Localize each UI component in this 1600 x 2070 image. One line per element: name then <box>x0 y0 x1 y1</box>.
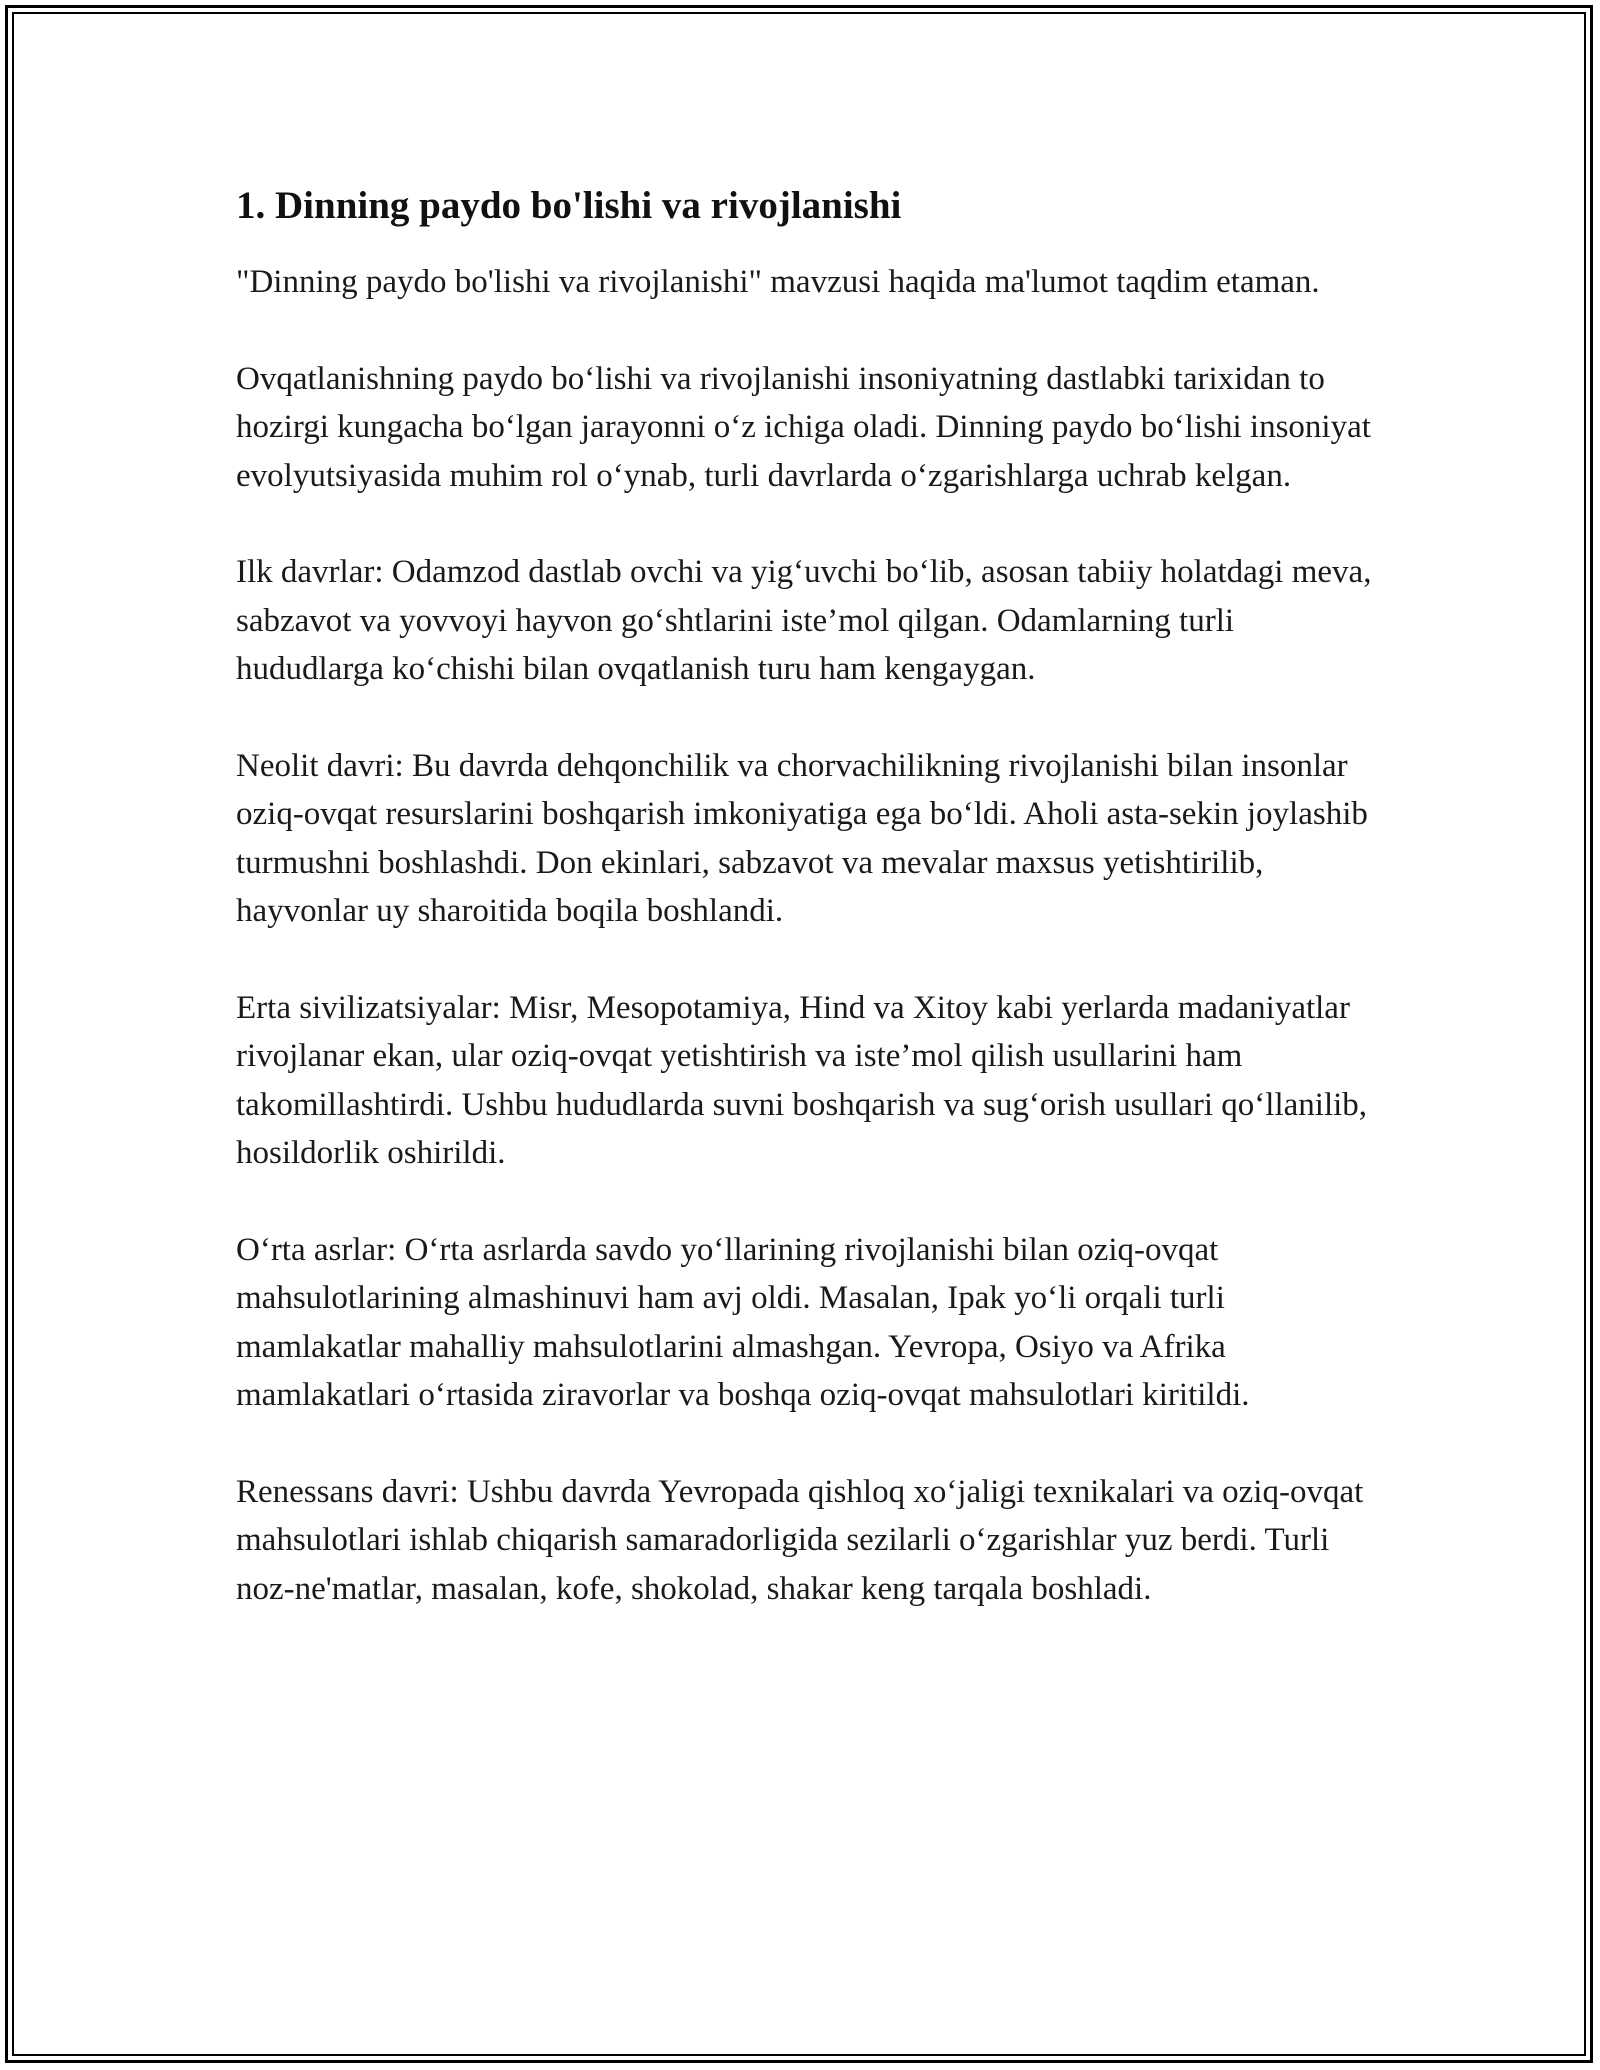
early-civilizations-paragraph: Erta sivilizatsiyalar: Misr, Mesopotamiya, Hind va Xitoy kabi yerlarda madaniyatlar rivojlanar ekan, ular oziq-ovqat yetishtirish va iste’mol qilish usullarini ham takomillashtirdi. Ushbu hududlarda suvni boshqarish va sug‘orish usullari qo‘llanilib, hosildorlik oshirildi. <box>236 989 1368 1171</box>
neolithic-paragraph: Neolit davri: Bu davrda dehqonchilik va chorvachilikning rivojlanishi bilan insonlar oziq-ovqat resurslarini boshqarish imkoniyatiga ega bo‘ldi. Aholi asta-sekin joylashib turmushni boshlashdi. Don ekinlari, sabzavot va mevalar maxsus yetishtirilib, hayvonlar uy sharoitida boqila boshlandi. <box>236 747 1368 929</box>
early-period-paragraph: Ilk davrlar: Odamzod dastlab ovchi va yig‘uvchi bo‘lib, asosan tabiiy holatdagi meva, sabzavot va yovvoyi hayvon go‘shtlarini iste’mol qilgan. Odamlarning turli hududlarga ko‘chishi bilan ovqatlanish turu ham kengaygan. <box>236 554 1372 687</box>
intro-paragraph: "Dinning paydo bo'lishi va rivojlanishi" mavzusi haqida ma'lumot taqdim etaman. <box>236 264 1320 300</box>
renaissance-paragraph: Renessans davri: Ushbu davrda Yevropada qishloq xo‘jaligi texnikalari va oziq-ovqat mahsulotlari ishlab chiqarish samaradorligida sezilarli o‘zgarishlar yuz berdi. Turli noz-ne'matlar, masalan, kofe, shokolad, shakar keng tarqala boshladi. <box>236 1473 1364 1607</box>
middle-ages-paragraph: O‘rta asrlar: O‘rta asrlarda savdo yo‘llarining rivojlanishi bilan oziq-ovqat mahsulotlarining almashinuvi ham avj oldi. Masalan, Ipak yo‘li orqali turli mamlakatlar mahalliy mahsulotlarini almashgan. Yevropa, Osiyo va Afrika mamlakatlari o‘rtasida ziravorlar va boshqa oziq-ovqat mahsulotlari kiritildi. <box>236 1231 1250 1413</box>
overview-paragraph: Ovqatlanishning paydo bo‘lishi va rivojlanishi insoniyatning dastlabki tarixidan to hozirgi kungacha bo‘lgan jarayonni o‘z ichiga oladi. Dinning paydo bo‘lishi insoniyat evolyutsiyasida muhim rol o‘ynab, turli davrlarda o‘zgarishlarga uchrab kelgan. <box>236 360 1371 494</box>
document-title: 1. Dinning paydo bo'lishi va rivojlanishi <box>236 184 902 227</box>
document-body <box>236 178 1386 1613</box>
